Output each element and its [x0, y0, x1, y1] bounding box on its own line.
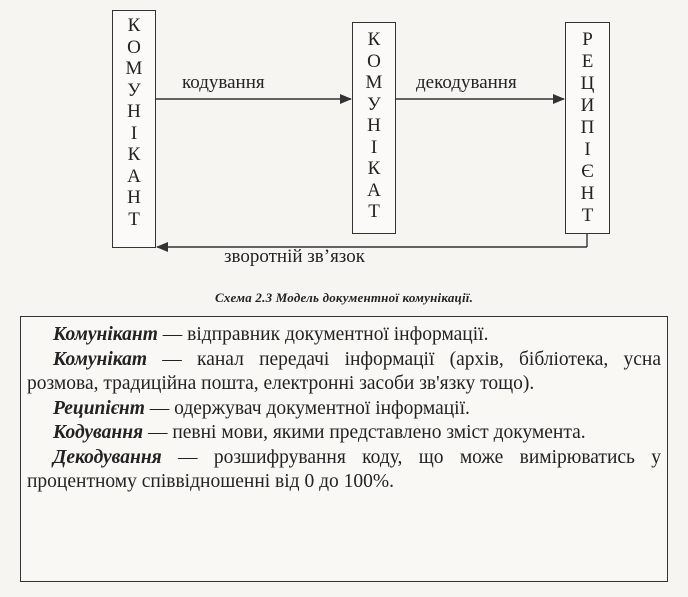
- recipient-box: [565, 22, 610, 234]
- communication-model-diagram: [0, 0, 688, 275]
- communicant-box: [112, 10, 156, 248]
- encoding-label: кодування: [182, 72, 265, 93]
- figure-caption: Схема 2.3 Модель документної комунікації.: [214, 290, 474, 305]
- definition-term: Комунікант: [53, 324, 158, 345]
- definition-term: Комунікат: [53, 348, 148, 370]
- definition-text: одержувач документної інформації.: [174, 397, 470, 419]
- recipient-letter: Р: [582, 29, 593, 50]
- definition-dash: —: [157, 324, 188, 345]
- definition-term: Кодування: [53, 422, 144, 443]
- definition-text: канал передачі інформації (архів, бібліотека, усна розмова, традиційна пошта, електронні засоби зв'язку тощо).: [27, 348, 662, 394]
- communicat-letter: М: [365, 72, 383, 93]
- communicant-letter: К: [127, 15, 141, 36]
- definitions-box: [20, 316, 668, 582]
- definition-dash: —: [143, 422, 173, 443]
- communicat-letter: Т: [368, 201, 380, 222]
- definition-encoding: [27, 421, 661, 446]
- communicat-letter: І: [370, 136, 378, 158]
- definition-text: певні мови, якими представлено зміст документа.: [172, 422, 586, 443]
- communicant-letter: М: [125, 58, 143, 79]
- recipient-letter: Ц: [580, 73, 595, 94]
- definition-term: Декодування: [53, 446, 162, 468]
- communicat-letter: У: [367, 93, 381, 115]
- feedback-label: зворотній зв’язок: [224, 246, 365, 267]
- communicat-box: [352, 22, 396, 234]
- communicant-letter: І: [130, 122, 138, 144]
- recipient-letter: Н: [580, 183, 595, 204]
- definition-dash: —: [147, 348, 198, 370]
- definition-communicat: [27, 348, 661, 397]
- recipient-letter: П: [580, 117, 595, 138]
- communicant-letter: Т: [128, 208, 140, 230]
- definition-recipient: [27, 397, 661, 422]
- definition-text: відправник документної інформації.: [187, 324, 489, 345]
- definition-decoding: [27, 446, 661, 495]
- definition-communicant: [27, 323, 661, 348]
- communicant-letter: У: [127, 79, 141, 101]
- communicant-letter: Н: [127, 187, 141, 208]
- recipient-letter: І: [584, 139, 591, 160]
- communicat-letter: К: [367, 29, 381, 50]
- recipient-letter: Є: [581, 161, 594, 182]
- definition-dash: —: [144, 397, 175, 419]
- communicant-letter: К: [127, 144, 141, 165]
- communicat-letter: Н: [367, 115, 381, 136]
- definition-text: розшифрування коду, що може вимірюватись у процентному співвідношенні від 0 до 100%.: [27, 446, 662, 492]
- communicant-letter: О: [127, 36, 141, 58]
- communicant-letter: А: [127, 165, 141, 187]
- communicant-letter: Н: [127, 101, 141, 122]
- recipient-letter: И: [580, 95, 595, 116]
- definition-dash: —: [161, 446, 214, 468]
- communicat-letter: О: [367, 50, 381, 72]
- recipient-letter: Е: [581, 51, 594, 72]
- communicat-letter: А: [367, 179, 381, 201]
- definition-term: Реципієнт: [53, 397, 145, 419]
- communicat-letter: К: [367, 158, 381, 179]
- recipient-letter: Т: [581, 205, 594, 226]
- decoding-label: декодування: [416, 72, 517, 93]
